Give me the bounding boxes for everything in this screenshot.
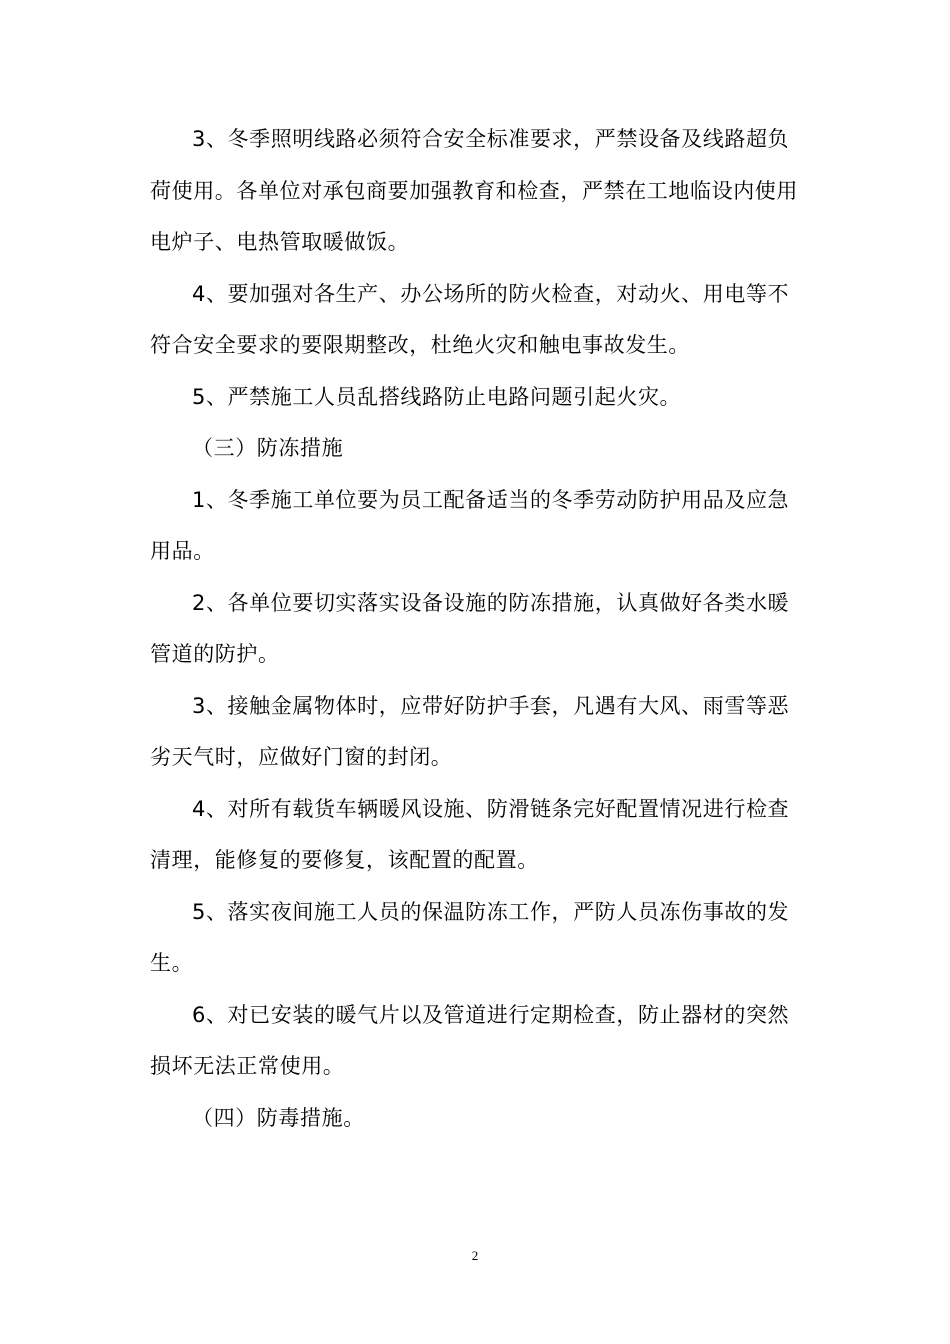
page-number: 2 [471,1248,479,1263]
paragraph-protective-gear: 1、冬季施工单位要为员工配备适当的冬季劳动防护用品及应急用品。 [150,487,790,563]
paragraph-vehicle-check: 4、对所有载货车辆暖风设施、防滑链条完好配置情况进行检查清理，能修复的要修复，该配置的配置。 [150,796,790,872]
section-heading-antifreeze: （三）防冻措施 [192,436,344,460]
paragraph-night-work: 5、落实夜间施工人员的保温防冻工作，严防人员冻伤事故的发生。 [150,899,790,975]
paragraph-pipe-protection: 2、各单位要切实落实设备设施的防冻措施，认真做好各类水暖管道的防护。 [150,590,790,666]
paragraph-radiator-check: 6、对已安装的暖气片以及管道进行定期检查，防止器材的突然损坏无法正常使用。 [150,1002,790,1078]
paragraph-wiring-ban: 5、严禁施工人员乱搭线路防止电路问题引起火灾。 [192,384,682,409]
paragraph-metal-contact: 3、接触金属物体时，应带好防护手套，凡遇有大风、雨雪等恶劣天气时，应做好门窗的封闭。 [150,693,790,769]
paragraph-lighting-safety: 3、冬季照明线路必须符合安全标准要求，严禁设备及线路超负荷使用。各单位对承包商要加强教育和检查，严禁在工地临设内使用电炉子、电热管取暖做饭。 [150,127,798,254]
paragraph-fire-inspection: 4、要加强对各生产、办公场所的防火检查，对动火、用电等不符合安全要求的要限期整改，杜绝火灾和触电事故发生。 [150,281,790,357]
document-body [150,114,800,1144]
section-heading-antipoison: （四）防毒措施。 [192,1105,365,1130]
